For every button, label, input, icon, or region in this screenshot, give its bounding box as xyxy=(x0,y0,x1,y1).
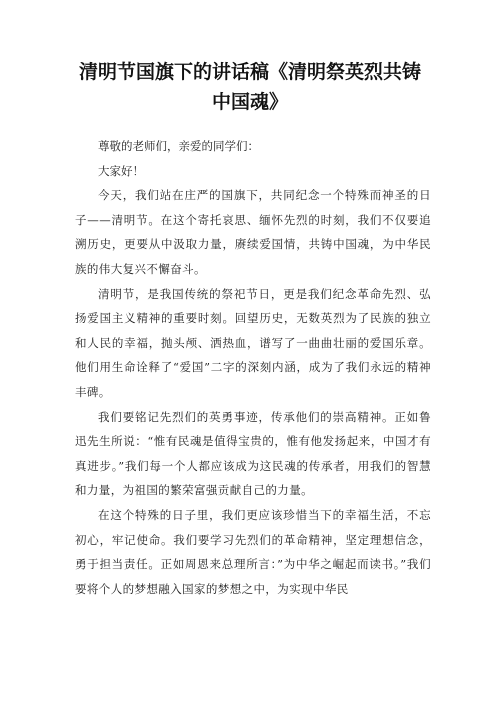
document-title-line-2: 中国魂》 xyxy=(211,91,288,113)
paragraph-2: 清明节，是我国传统的祭祀节日，更是我们纪念革命先烈、弘扬爱国主义精神的重要时刻。回望历史，无数英烈为了民族的独立和人民的幸福，抛头颅、洒热血，谱写了一曲曲壮丽的爱国乐章。他们用生命诠释了“爱国”二字的深刻内涵，成为了我们永远的精神丰碑。 xyxy=(75,286,431,399)
greeting: 大家好！ xyxy=(98,163,144,178)
document-title-line-1: 清明节国旗下的讲话稿《清明祭英烈共铸 xyxy=(78,61,421,83)
paragraph-1: 今天，我们站在庄严的国旗下，共同纪念一个特殊而神圣的日子——清明节。在这个寄托哀思、缅怀先烈的时刻，我们不仅要追溯历史，更要从中汲取力量，赓续爱国情，共铸中国魂，为中华民族的伟大复兴不懈奋斗。 xyxy=(75,188,431,276)
document-body xyxy=(75,130,431,601)
paragraph-3: 我们要铭记先烈们的英勇事迹，传承他们的崇高精神。正如鲁迅先生所说：“惟有民魂是值得宝贵的，惟有他发扬起来，中国才有真进步。”我们每一个人都应该成为这民魂的传承者，用我们的智慧和力量，为祖国的繁荣富强贡献自己的力量。 xyxy=(75,409,431,498)
salutation: 尊敬的老师们，亲爱的同学们： xyxy=(98,139,259,153)
paragraph-4: 在这个特殊的日子里，我们更应该珍惜当下的幸福生活，不忘初心，牢记使命。我们要学习先烈们的革命精神，坚定理想信念，勇于担当责任。正如周恩来总理所言：”为中华之崛起而读书。”我们要将个人的梦想融入国家的梦想之中，为实现中华民 xyxy=(75,507,431,596)
